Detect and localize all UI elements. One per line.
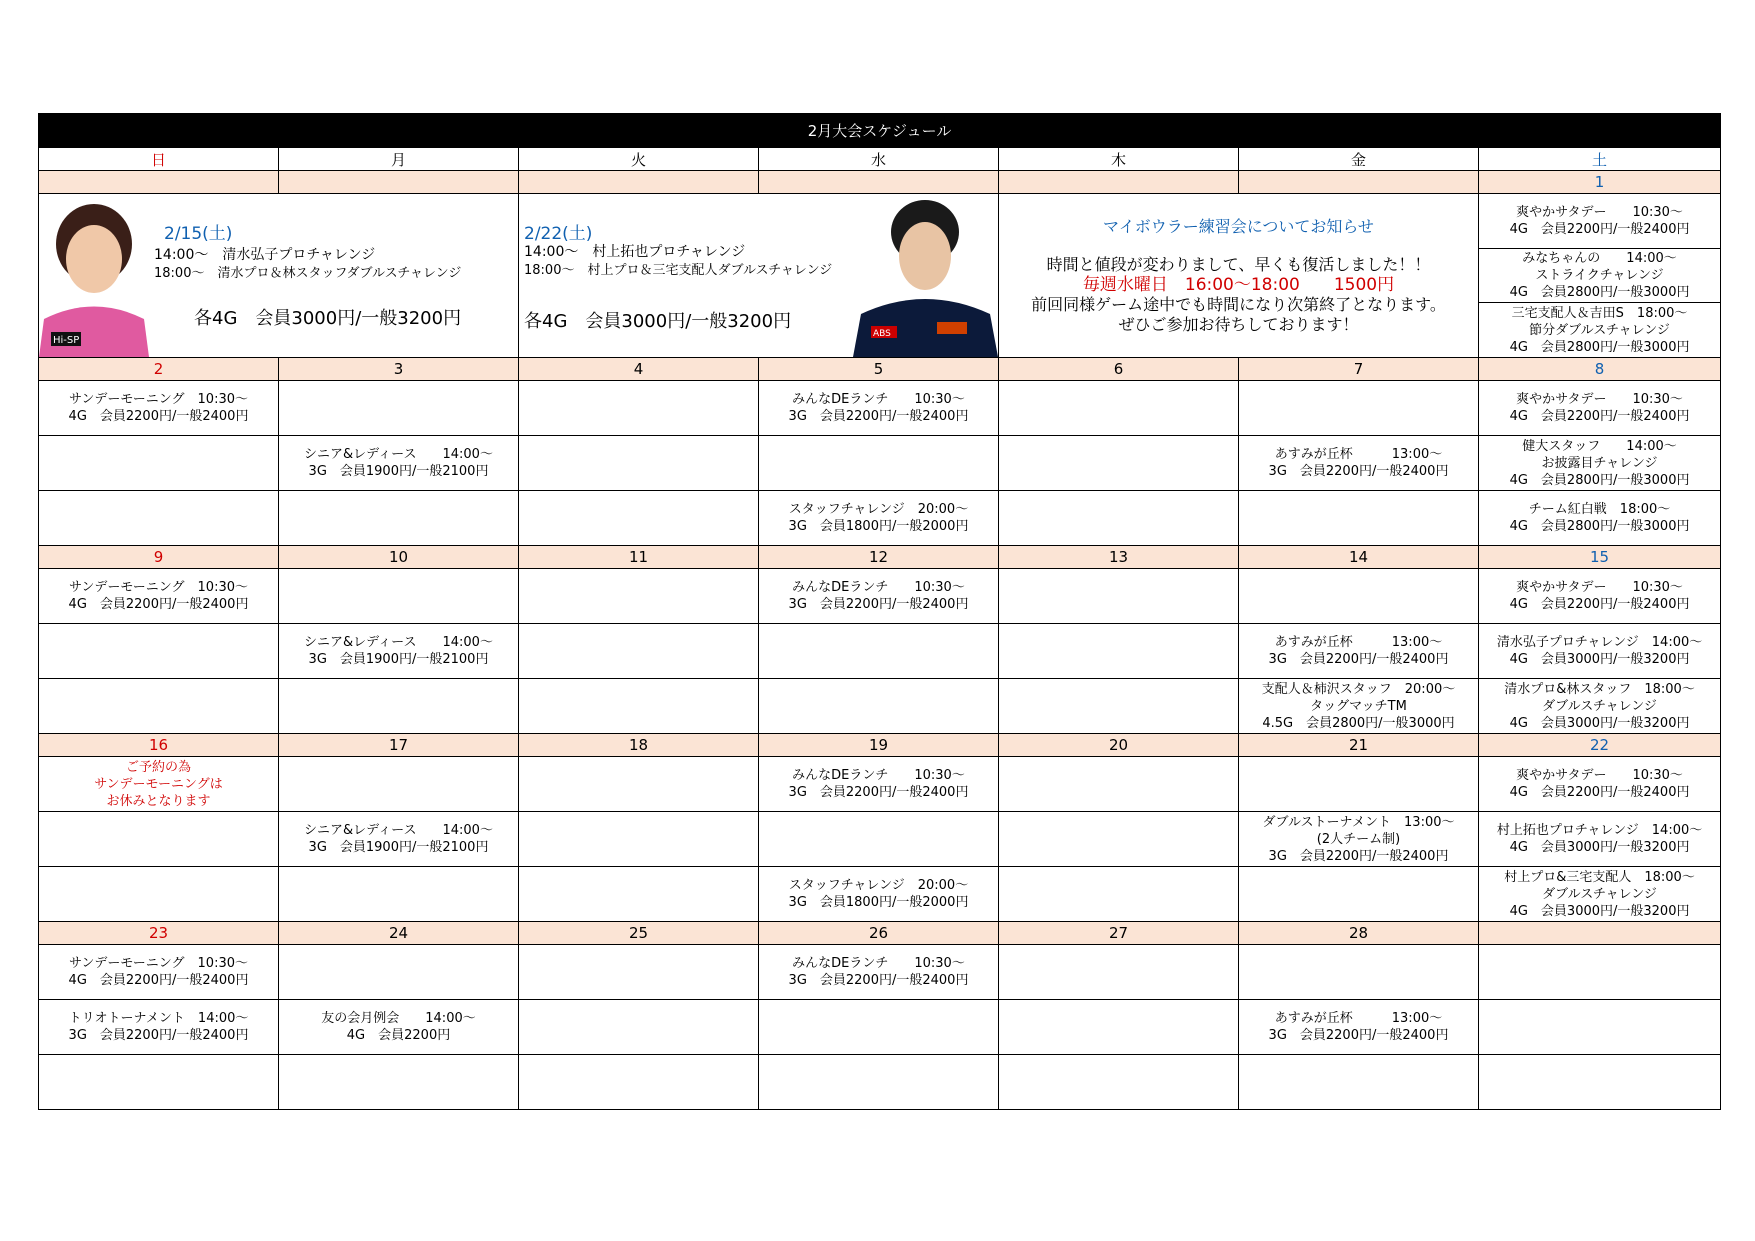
event-line: 支配人＆柿沢スタッフ 20:00～: [1261, 681, 1456, 697]
date-cell: 5: [759, 358, 999, 381]
event-line: 3G 会員1800円/一般2000円: [788, 895, 969, 910]
event-cell: [1479, 381, 1721, 436]
murakami-feature: [519, 194, 999, 358]
weekday-header-row: [39, 148, 1721, 171]
event-line: 3G 会員2200円/一般2400円: [788, 785, 969, 800]
event-cell: [999, 1000, 1239, 1055]
event-line: 4G 会員2200円: [346, 1028, 451, 1043]
event-cell: [759, 757, 999, 812]
event-line: お休みとなります: [106, 793, 211, 809]
weekday-thu: 木: [999, 148, 1239, 171]
event-cell: [519, 679, 759, 734]
murakami-line1: 14:00～ 村上拓也プロチャレンジ: [524, 244, 746, 260]
event-line: 4G 会員3000円/一般3200円: [1509, 903, 1690, 919]
feature-row: [39, 194, 1721, 358]
practice-notice: [999, 194, 1479, 358]
event-cell: [279, 867, 519, 922]
event-line: 3G 会員2200円/一般2400円: [1268, 1028, 1449, 1043]
event-cell: [999, 679, 1239, 734]
event-cell: [279, 624, 519, 679]
date-cell: 23: [39, 922, 279, 945]
event-line: スタッフチャレンジ 20:00～: [788, 502, 969, 517]
event-cell: [999, 569, 1239, 624]
weekday-tue: 火: [519, 148, 759, 171]
event-cell: [1479, 569, 1721, 624]
event-row: [39, 381, 1721, 436]
event-cell: [1479, 945, 1721, 1000]
date-cell: 16: [39, 734, 279, 757]
event-cell: [1479, 624, 1721, 679]
event-cell: [519, 569, 759, 624]
event-line: みなちゃんの 14:00～: [1522, 251, 1677, 266]
event-cell: [39, 381, 279, 436]
event-cell: [39, 812, 279, 867]
event-row: [39, 569, 1721, 624]
event-line: 3G 会員1900円/一般2100円: [308, 840, 489, 855]
event-line: 4G 会員3000円/一般3200円: [1509, 715, 1690, 731]
event-line: 爽やかサタデー 10:30～: [1516, 580, 1683, 595]
notice-line3: 前回同様ゲーム途中でも時間になり次第終了となります。: [1031, 294, 1446, 314]
event-line: 三宅支配人＆吉田S 18:00～: [1511, 305, 1688, 321]
date-cell: 21: [1239, 734, 1479, 757]
event-cell: [1239, 381, 1479, 436]
event-row: [39, 1055, 1721, 1110]
event-cell: [519, 1000, 759, 1055]
event-cell: [999, 812, 1239, 867]
event-cell: [279, 1000, 519, 1055]
event-cell: [39, 1055, 279, 1110]
event-line: 4G 会員2200円/一般2400円: [1509, 597, 1690, 612]
event-cell: [759, 812, 999, 867]
event-line: チーム紅白戦 18:00～: [1528, 502, 1671, 517]
event-cell: [39, 679, 279, 734]
event-cell: [1479, 249, 1720, 304]
event-cell: [1479, 1000, 1721, 1055]
event-line: 4G 会員2200円/一般2400円: [68, 597, 249, 612]
date-cell: 12: [759, 546, 999, 569]
event-line: ストライクチャレンジ: [1535, 268, 1664, 283]
event-cell: [1239, 867, 1479, 922]
shimizu-line2: 18:00～ 清水プロ＆林スタッフダブルスチャレンジ: [154, 266, 462, 281]
event-line: 4.5G 会員2800円/一般3000円: [1262, 715, 1455, 731]
event-line: 友の会月例会 14:00～: [321, 1011, 476, 1026]
event-cell: [519, 624, 759, 679]
notice-line4: ぜひご参加お待ちしております！: [1118, 314, 1359, 334]
event-line: シニア&レディース 14:00～: [304, 823, 493, 838]
date-cell: 10: [279, 546, 519, 569]
notice-line2: 毎週水曜日 16:00～18:00 1500円: [1082, 274, 1395, 295]
event-row: [39, 436, 1721, 491]
event-cell: [759, 1055, 999, 1110]
event-cell: [759, 381, 999, 436]
event-cell: [1479, 757, 1721, 812]
murakami-price: 各4G 会員3000円/一般3200円: [524, 311, 792, 332]
calendar-title: 2月大会スケジュール: [39, 114, 1721, 148]
event-cell: [519, 867, 759, 922]
event-line: 4G 会員2200円/一般2400円: [68, 409, 249, 424]
event-line: シニア&レディース 14:00～: [304, 635, 493, 650]
event-line: サンデーモーニングは: [94, 776, 223, 792]
schedule-calendar: [38, 113, 1721, 1110]
event-cell: [519, 812, 759, 867]
event-line: サンデーモーニング 10:30～: [68, 580, 249, 595]
event-cell: [39, 945, 279, 1000]
event-cell: [279, 381, 519, 436]
date-cell: 2: [39, 358, 279, 381]
event-cell: [1239, 491, 1479, 546]
date-cell: 15: [1479, 546, 1721, 569]
event-cell: [39, 491, 279, 546]
date-row: [39, 358, 1721, 381]
event-row: [39, 757, 1721, 812]
event-cell: [999, 491, 1239, 546]
shimizu-line1: 14:00～ 清水弘子プロチャレンジ: [154, 247, 376, 263]
weekday-sun: 日: [39, 148, 279, 171]
date-cell: 1: [1479, 171, 1721, 194]
murakami-date: 2/22(土): [524, 224, 593, 244]
weekday-fri: 金: [1239, 148, 1479, 171]
event-line: 3G 会員2200円/一般2400円: [788, 973, 969, 988]
event-cell: [279, 491, 519, 546]
date-cell: 25: [519, 922, 759, 945]
event-line: 村上プロ&三宅支配人 18:00～: [1504, 869, 1695, 885]
event-cell: [1239, 945, 1479, 1000]
date-cell: 4: [519, 358, 759, 381]
event-line: 3G 会員2200円/一般2400円: [68, 1028, 249, 1043]
event-line: 3G 会員1900円/一般2100円: [308, 464, 489, 479]
event-line: 3G 会員2200円/一般2400円: [788, 409, 969, 424]
event-cell: [39, 867, 279, 922]
notice-title: マイボウラー練習会についてお知らせ: [1103, 216, 1374, 236]
shimizu-price: 各4G 会員3000円/一般3200円: [194, 308, 462, 329]
event-line: 4G 会員2200円/一般2400円: [1509, 409, 1690, 424]
event-line: 4G 会員3000円/一般3200円: [1509, 652, 1690, 667]
event-cell: [999, 1055, 1239, 1110]
event-line: みんなDEランチ 10:30～: [792, 768, 965, 783]
event-cell: [279, 1055, 519, 1110]
event-line: あすみが丘杯 13:00～: [1274, 447, 1443, 462]
date-cell: 7: [1239, 358, 1479, 381]
event-cell: [1479, 867, 1721, 922]
event-cell: [999, 945, 1239, 1000]
date-cell: 17: [279, 734, 519, 757]
event-cell: [1479, 303, 1720, 357]
event-cell: [1479, 679, 1721, 734]
event-line: サンデーモーニング 10:30～: [68, 956, 249, 971]
event-row: [39, 491, 1721, 546]
date-row: [39, 546, 1721, 569]
event-row: [39, 945, 1721, 1000]
event-line: 4G 会員2800円/一般3000円: [1509, 472, 1690, 488]
shimizu-feature: [39, 194, 519, 358]
event-line: 清水弘子プロチャレンジ 14:00～: [1496, 635, 1703, 650]
event-line: 3G 会員2200円/一般2400円: [1268, 652, 1449, 667]
event-cell: [39, 624, 279, 679]
event-cell: [279, 679, 519, 734]
event-line: みんなDEランチ 10:30～: [792, 956, 965, 971]
event-cell: [39, 569, 279, 624]
event-cell: [759, 569, 999, 624]
date-cell: 18: [519, 734, 759, 757]
event-cell: [1239, 1000, 1479, 1055]
date-row: [39, 734, 1721, 757]
event-line: 4G 会員3000円/一般3200円: [1509, 840, 1690, 855]
event-line: 爽やかサタデー 10:30～: [1516, 768, 1683, 783]
event-cell: [999, 757, 1239, 812]
event-line: 3G 会員1800円/一般2000円: [788, 519, 969, 534]
date-cell: 19: [759, 734, 999, 757]
event-cell: [39, 757, 279, 812]
notice-line1: 時間と値段が変わりまして、早くも復活しました！！: [1046, 254, 1431, 274]
event-cell: [279, 436, 519, 491]
event-row: [39, 1000, 1721, 1055]
event-cell: [999, 381, 1239, 436]
date-cell: 24: [279, 922, 519, 945]
event-cell: [1479, 491, 1721, 546]
event-cell: [1479, 194, 1720, 249]
event-cell: [1239, 757, 1479, 812]
murakami-photo: [853, 194, 998, 357]
event-cell: [1479, 1055, 1721, 1110]
date-cell: 3: [279, 358, 519, 381]
event-line: 節分ダブルスチャレンジ: [1529, 322, 1670, 338]
event-line: 4G 会員2800円/一般3000円: [1509, 285, 1690, 300]
event-cell: [759, 679, 999, 734]
date-cell: 22: [1479, 734, 1721, 757]
event-cell: [39, 1000, 279, 1055]
event-cell: [279, 569, 519, 624]
event-cell: [519, 381, 759, 436]
event-line: タッグマッチTM: [1310, 698, 1407, 714]
event-line: 4G 会員2800円/一般3000円: [1509, 519, 1690, 534]
date-cell: 28: [1239, 922, 1479, 945]
date-cell: 26: [759, 922, 999, 945]
event-cell: [1239, 436, 1479, 491]
event-cell: [279, 757, 519, 812]
event-cell: [1479, 436, 1721, 491]
event-line: 爽やかサタデー 10:30～: [1516, 392, 1683, 407]
event-line: 3G 会員2200円/一般2400円: [1268, 848, 1449, 864]
event-cell: [1239, 624, 1479, 679]
shimizu-photo: [39, 194, 149, 357]
event-cell: [1239, 569, 1479, 624]
event-line: ダブルスチャレンジ: [1542, 698, 1657, 714]
event-cell: [1239, 1055, 1479, 1110]
event-line: 村上拓也プロチャレンジ 14:00～: [1496, 823, 1703, 838]
event-cell: [759, 945, 999, 1000]
event-line: みんなDEランチ 10:30～: [792, 580, 965, 595]
event-cell: [759, 624, 999, 679]
event-cell: [759, 867, 999, 922]
weekday-mon: 月: [279, 148, 519, 171]
event-line: ご予約の為: [125, 759, 191, 775]
event-line: 健大スタッフ 14:00～: [1522, 438, 1677, 454]
event-line: (2人チーム制): [1316, 831, 1401, 847]
event-row: [39, 867, 1721, 922]
event-cell: [1239, 679, 1479, 734]
date-cell: 9: [39, 546, 279, 569]
event-line: 3G 会員2200円/一般2400円: [1268, 464, 1449, 479]
event-cell: [759, 436, 999, 491]
date-cell: 27: [999, 922, 1239, 945]
event-cell: [519, 491, 759, 546]
event-line: 清水プロ&林スタッフ 18:00～: [1504, 681, 1695, 697]
event-line: 3G 会員2200円/一般2400円: [788, 597, 969, 612]
date-cell: 8: [1479, 358, 1721, 381]
event-row: [39, 679, 1721, 734]
event-line: トリオトーナメント 14:00～: [68, 1011, 249, 1026]
event-cell: [279, 945, 519, 1000]
event-line: 4G 会員2200円/一般2400円: [1509, 785, 1690, 800]
date-cell: 6: [999, 358, 1239, 381]
shimizu-date: 2/15(土): [164, 224, 233, 244]
murakami-line2: 18:00～ 村上プロ＆三宅支配人ダブルスチャレンジ: [524, 263, 833, 278]
event-cell: [1479, 812, 1721, 867]
event-row: [39, 812, 1721, 867]
event-cell: [759, 491, 999, 546]
event-cell: [39, 436, 279, 491]
sat1-events: [1479, 194, 1721, 358]
date-cell: 14: [1239, 546, 1479, 569]
date-cell: 13: [999, 546, 1239, 569]
event-cell: [999, 867, 1239, 922]
event-cell: [519, 945, 759, 1000]
event-row: [39, 624, 1721, 679]
event-line: 4G 会員2200円/一般2400円: [1509, 221, 1690, 237]
event-line: あすみが丘杯 13:00～: [1274, 1011, 1443, 1026]
event-cell: [999, 436, 1239, 491]
date-cell: 11: [519, 546, 759, 569]
svg-text:ABS: ABS: [873, 329, 891, 339]
event-line: みんなDEランチ 10:30～: [792, 392, 965, 407]
date-cell: [1479, 922, 1721, 945]
event-line: お披露目チャレンジ: [1541, 455, 1658, 471]
date-cell: 20: [999, 734, 1239, 757]
event-cell: [519, 436, 759, 491]
weekday-sat: 土: [1479, 148, 1721, 171]
event-cell: [279, 812, 519, 867]
event-cell: [1239, 812, 1479, 867]
date-row-week0: [39, 171, 1721, 194]
event-cell: [759, 1000, 999, 1055]
event-cell: [519, 757, 759, 812]
event-line: ダブルストーナメント 13:00～: [1262, 814, 1455, 830]
event-line: 4G 会員2200円/一般2400円: [68, 973, 249, 988]
event-line: サンデーモーニング 10:30～: [68, 392, 249, 407]
svg-text:Hi-SP: Hi-SP: [53, 335, 80, 346]
event-line: スタッフチャレンジ 20:00～: [788, 878, 969, 893]
event-line: ダブルスチャレンジ: [1542, 886, 1657, 902]
event-line: シニア&レディース 14:00～: [304, 447, 493, 462]
event-cell: [519, 1055, 759, 1110]
weekday-wed: 水: [759, 148, 999, 171]
date-row: [39, 922, 1721, 945]
event-cell: [999, 624, 1239, 679]
event-line: 4G 会員2800円/一般3000円: [1509, 339, 1690, 355]
event-line: 3G 会員1900円/一般2100円: [308, 652, 489, 667]
event-line: あすみが丘杯 13:00～: [1274, 635, 1443, 650]
event-line: 爽やかサタデー 10:30～: [1516, 204, 1683, 220]
